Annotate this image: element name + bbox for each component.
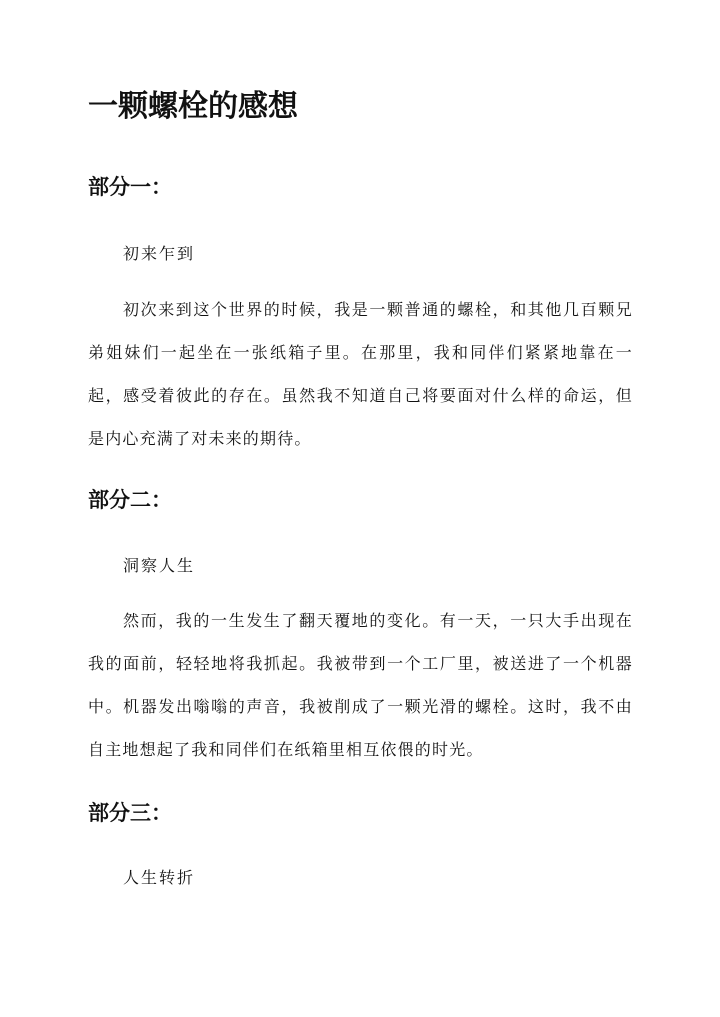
section-2-heading: 部分二： bbox=[88, 487, 172, 512]
section-3-heading: 部分三： bbox=[88, 800, 172, 825]
section-1-subtitle: 初来乍到 bbox=[123, 244, 196, 263]
section-1-heading: 部分一： bbox=[88, 174, 172, 199]
section-1-paragraph: 初次来到这个世界的时候，我是一颗普通的螺栓，和其他几百颗兄弟姐妹们一起坐在一张纸箱子里。在那里，我和同伴们紧紧地靠在一起，感受着彼此的存在。虽然我不知道自己将要面对什么样的命运，但是内心充满了对未来的期待。 bbox=[88, 300, 633, 448]
document-title: 一颗螺栓的感想 bbox=[88, 89, 298, 124]
section-2-paragraph: 然而，我的一生发生了翻天覆地的变化。有一天，一只大手出现在我的面前，轻轻地将我抓起。我被带到一个工厂里，被送进了一个机器中。机器发出嗡嗡的声音，我被削成了一颗光滑的螺栓。这时，我不由自主地想起了我和同伴们在纸箱里相互依偎的时光。 bbox=[88, 611, 633, 759]
section-3-subtitle: 人生转折 bbox=[123, 868, 196, 887]
section-2-subtitle: 洞察人生 bbox=[123, 556, 196, 575]
